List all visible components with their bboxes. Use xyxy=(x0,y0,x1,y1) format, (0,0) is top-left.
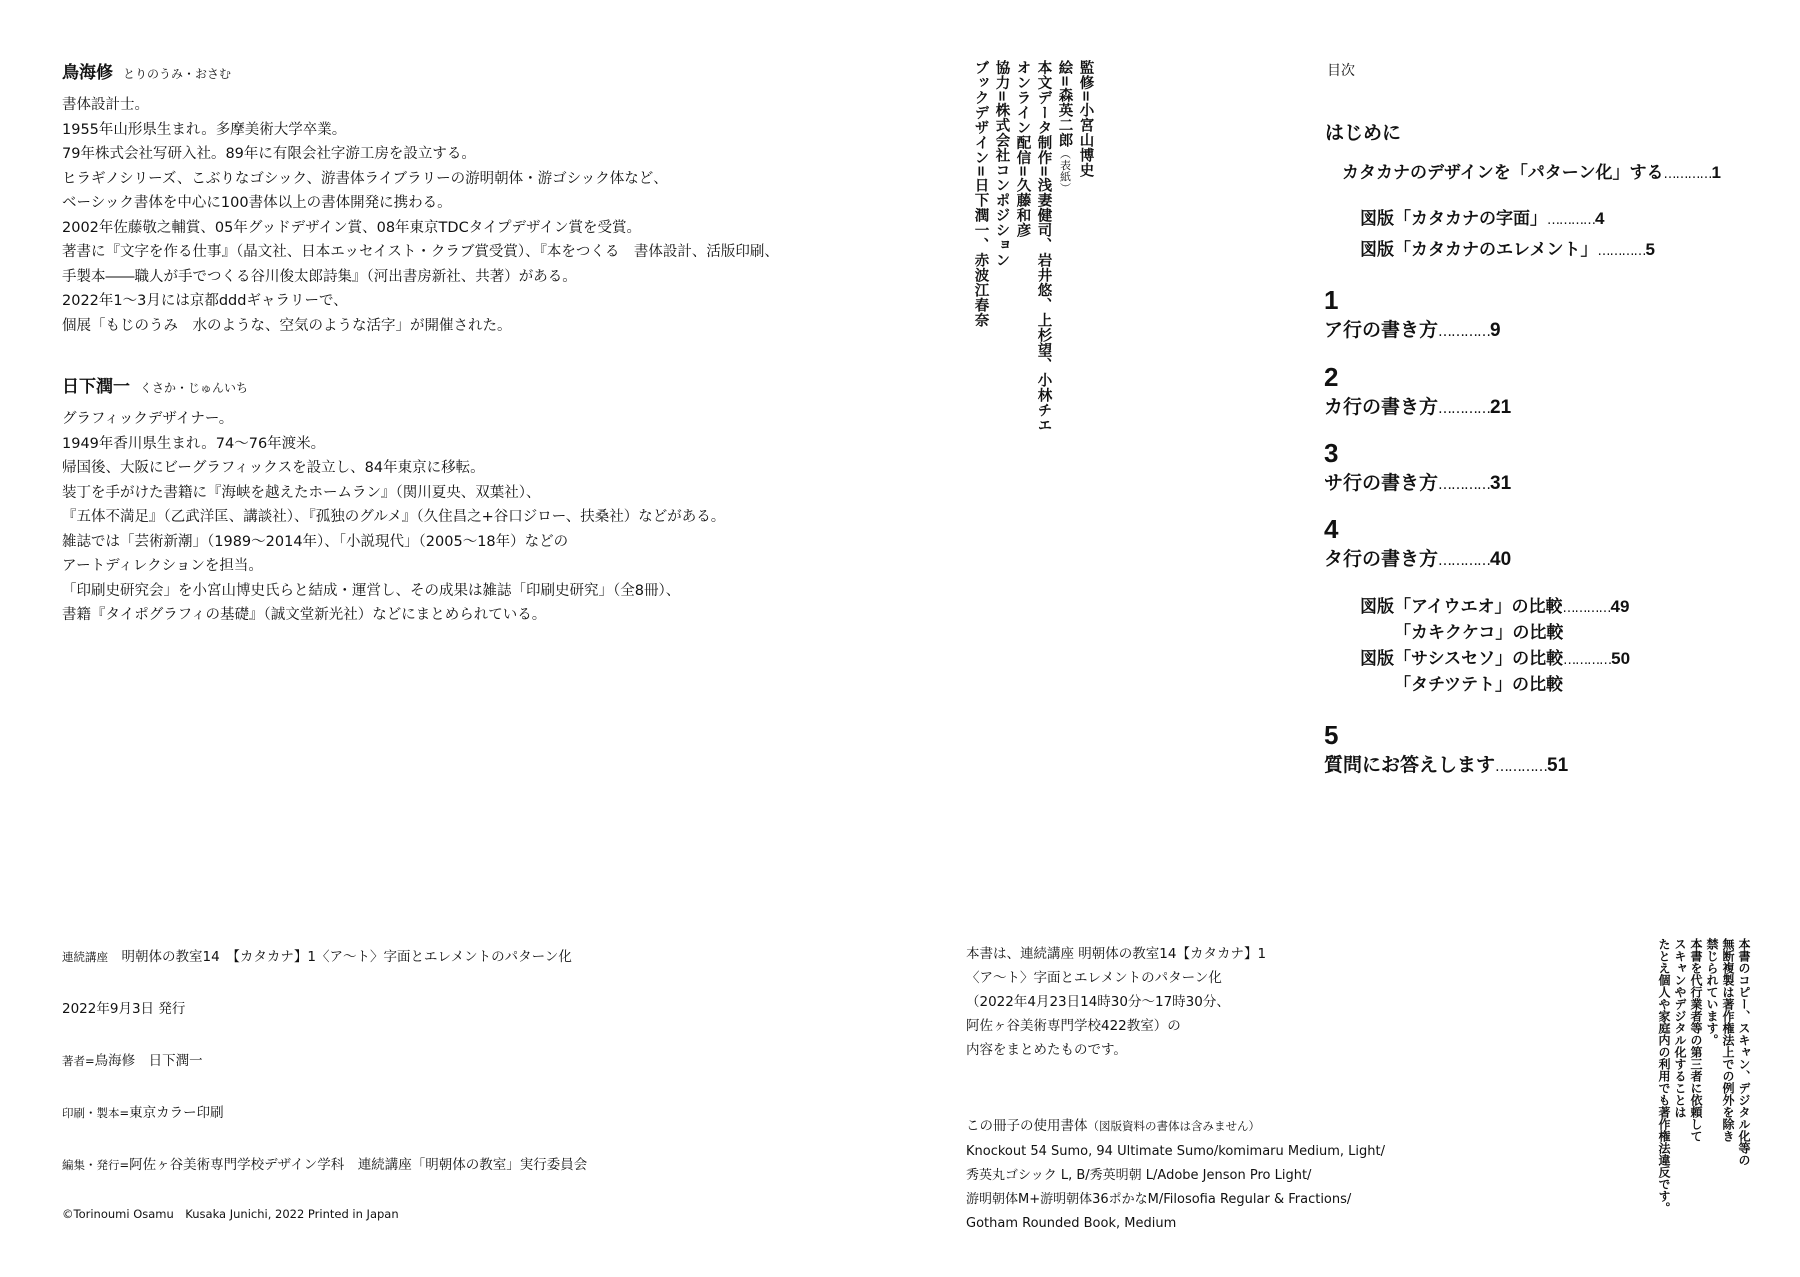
font-line: 游明朝体M+游明朝体36ポかなM/Filosofia Regular & Fractions/ xyxy=(966,1192,1352,1207)
leader-dots: ………… xyxy=(1438,401,1491,417)
bio-line: アートディレクションを担当。 xyxy=(62,558,263,574)
note-line: 内容をまとめたものです。 xyxy=(966,1042,1127,1058)
author-kana: くさか・じゅんいち xyxy=(140,381,249,395)
chapter-title: サ行の書き方 xyxy=(1324,472,1439,494)
bio-line: 2002年佐藤敬之輔賞、05年グッドデザイン賞、08年東京TDCタイプデザイン賞を受賞。 xyxy=(62,219,641,236)
authors-label: 著者= xyxy=(62,1054,95,1068)
leader-dots: ………… xyxy=(1562,601,1611,616)
toc-item-title: カタカナのデザインを「パターン化」する xyxy=(1342,163,1664,183)
chapter-number: 5 xyxy=(1324,720,1339,750)
chapter-title: 質問にお答えします xyxy=(1324,754,1496,776)
note-line: 本書は、連続講座 明朝体の教室14【カタカナ】1 xyxy=(966,946,1267,962)
copy-notice-3: 禁じられています。 xyxy=(1705,938,1719,1046)
bio-text xyxy=(62,93,779,338)
bio-torinoumi xyxy=(62,58,779,338)
toc-heading: 目次 xyxy=(1327,63,1355,79)
chapter-title-row xyxy=(1324,468,1511,495)
page-number: 51 xyxy=(1547,755,1569,776)
credit-online: オンライン配信=久藤和彦 xyxy=(1014,60,1031,238)
toc-intro[interactable]: はじめに xyxy=(1325,122,1402,144)
toc-item-title: 図版「カタカナのエレメント」 xyxy=(1360,240,1598,260)
authors-value: 鳥海修 日下潤一 xyxy=(94,1053,203,1069)
toc-plate-1[interactable] xyxy=(1360,204,1604,229)
credit-illustration-name: 絵=森英二郎 xyxy=(1056,60,1073,148)
leader-dots: ………… xyxy=(1547,213,1595,228)
credit-illustration xyxy=(1057,60,1072,194)
fonts-list xyxy=(966,1140,1385,1236)
chapter-title-row xyxy=(1324,315,1501,342)
bio-line: 著書に『文字を作る仕事』（晶文社、日本エッセイスト・クラブ賞受賞）、『本をつくる 書体設計、活版印刷、 xyxy=(62,244,779,260)
credit-data: 本文データ制作=浅妻健司、岩井悠、上杉望、小林チエ xyxy=(1035,60,1052,433)
toc-chapter-2[interactable] xyxy=(1324,364,1511,419)
toc-item-title: 図版「アイウエオ」の比較 xyxy=(1360,597,1563,617)
credit-cooperation: 協力=株式会社コンポジション xyxy=(993,60,1010,268)
page-number: 50 xyxy=(1611,649,1631,668)
chapter-number: 2 xyxy=(1324,362,1339,392)
chapter-title-row xyxy=(1324,392,1511,419)
toc-plate-3-sub: 「カキクケコ」の比較 xyxy=(1394,623,1564,643)
font-line: Gotham Rounded Book, Medium xyxy=(966,1216,1177,1231)
page-number: 5 xyxy=(1645,240,1655,259)
author-kana: とりのうみ・おさむ xyxy=(123,67,232,81)
leader-dots: ………… xyxy=(1563,653,1612,668)
bio-line: 雑誌では「芸術新潮」（1989〜2014年）、「小説現代」（2005〜18年）などの xyxy=(62,533,569,550)
series-label: 連続講座 xyxy=(62,950,108,964)
bio-line: 「印刷史研究会」を小宮山博史氏らと結成・運営し、その成果は雑誌「印刷史研究」（全8冊）、 xyxy=(62,582,681,599)
font-line: 秀英丸ゴシック L, B/秀英明朝 L/Adobe Jenson Pro Light/ xyxy=(966,1168,1312,1183)
colophon-authors xyxy=(62,1049,203,1069)
page-number: 31 xyxy=(1490,473,1512,494)
fonts-heading xyxy=(966,1114,1385,1134)
toc-plate-3[interactable] xyxy=(1360,595,1629,645)
credit-supervisor: 監修=小宮山博史 xyxy=(1077,60,1094,178)
colophon-title xyxy=(62,945,572,965)
fonts-heading-text: この冊子の使用書体 xyxy=(966,1118,1088,1134)
chapter-number: 3 xyxy=(1324,438,1339,468)
credit-design: ブックデザイン=日下潤一、赤波江春奈 xyxy=(972,60,989,328)
bio-line: 装丁を手がけた書籍に『海峡を越えたホームラン』（関川夏央、双葉社）、 xyxy=(62,484,541,501)
colophon-publisher xyxy=(62,1153,587,1173)
leader-dots: ………… xyxy=(1663,167,1712,182)
toc-intro-item[interactable] xyxy=(1342,158,1721,183)
note-line: 阿佐ヶ谷美術専門学校422教室）の xyxy=(966,1018,1181,1034)
toc-plate-4-line xyxy=(1360,647,1630,673)
bio-kusaka xyxy=(62,372,725,628)
toc-chapter-4[interactable] xyxy=(1324,516,1511,571)
leader-dots: ………… xyxy=(1597,244,1646,259)
page-number: 4 xyxy=(1595,209,1605,228)
toc-plate-4[interactable] xyxy=(1360,647,1630,697)
page-number: 9 xyxy=(1490,320,1501,341)
page-number: 1 xyxy=(1711,163,1721,182)
bio-line: 2022年1〜3月には京都dddギャラリーで、 xyxy=(62,293,348,309)
author-name: 日下潤一 xyxy=(62,377,130,397)
bio-name xyxy=(62,372,725,397)
leader-dots: ………… xyxy=(1438,324,1491,340)
colophon-copyright: ©Torinoumi Osamu Kusaka Junichi, 2022 Printed in Japan xyxy=(62,1207,399,1221)
font-line: Knockout 54 Sumo, 94 Ultimate Sumo/komimaru Medium, Light/ xyxy=(966,1144,1385,1159)
copy-notice-6: たとえ個人や家庭内の利用でも著作権法違反です。 xyxy=(1657,938,1671,1214)
colophon-date: 2022年9月3日 発行 xyxy=(62,1001,186,1017)
toc-plate-3-line xyxy=(1360,595,1629,621)
fonts-heading-note: （図版資料の書体は含みません） xyxy=(1087,1119,1260,1133)
author-name: 鳥海修 xyxy=(62,63,113,83)
credit-illustration-note: （表紙） xyxy=(1058,147,1072,194)
copy-notice-5: スキャンやデジタル化することは xyxy=(1673,938,1687,1118)
bio-line: 書体設計士。 xyxy=(62,97,149,113)
publisher-label: 編集・発行= xyxy=(62,1158,130,1172)
bio-line: 79年株式会社写研入社。89年に有限会社字游工房を設立する。 xyxy=(62,146,476,162)
chapter-title: カ行の書き方 xyxy=(1324,396,1439,418)
toc-item-title: 図版「カタカナの字面」 xyxy=(1360,209,1547,229)
bio-name xyxy=(62,58,779,83)
lecture-note xyxy=(966,942,1266,1062)
bio-line: ヒラギノシリーズ、こぶりなゴシック、游書体ライブラリーの游明朝体・游ゴシック体など、 xyxy=(62,170,668,187)
leader-dots: ………… xyxy=(1495,759,1548,775)
toc-plate-4-sub: 「タチツテト」の比較 xyxy=(1394,675,1563,695)
chapter-number: 4 xyxy=(1324,514,1339,544)
toc-chapter-3[interactable] xyxy=(1324,440,1511,495)
chapter-title: タ行の書き方 xyxy=(1324,548,1439,570)
copy-notice-4: 本書を代行業者等の第三者に依頼して xyxy=(1689,938,1703,1142)
toc-chapter-5[interactable] xyxy=(1324,722,1568,777)
copy-notice-1: 本書のコピー、スキャン、デジタル化等の xyxy=(1737,938,1751,1166)
bio-line: ベーシック書体を中心に100書体以上の書体開発に携わる。 xyxy=(62,195,452,211)
colophon-printing xyxy=(62,1101,224,1121)
bio-line: 1949年香川県生まれ。74〜76年渡米。 xyxy=(62,435,326,452)
note-line: （2022年4月23日14時30分〜17時30分、 xyxy=(966,994,1230,1010)
bio-line: 『五体不満足』（乙武洋匡、講談社）、『孤独のグルメ』（久住昌之+谷口ジロー、扶桑社）などがある。 xyxy=(62,509,726,525)
bio-line: 書籍『タイポグラフィの基礎』（誠文堂新光社）などにまとめられている。 xyxy=(62,607,547,623)
bio-line: 帰国後、大阪にビーグラフィックスを設立し、84年東京に移転。 xyxy=(62,460,485,476)
page-number: 21 xyxy=(1490,397,1512,418)
toc-chapter-1[interactable] xyxy=(1324,287,1501,342)
note-line: 〈ア〜ト〉字面とエレメントのパターン化 xyxy=(966,970,1222,986)
page-number: 49 xyxy=(1610,597,1630,616)
bio-line: 1955年山形県生まれ。多摩美術大学卒業。 xyxy=(62,121,347,138)
bio-line: グラフィックデザイナー。 xyxy=(62,411,234,427)
bio-line: 手製本――職人が手でつくる谷川俊太郎詩集』（河出書房新社、共著）がある。 xyxy=(62,268,577,285)
printing-label: 印刷・製本= xyxy=(62,1106,130,1120)
page-number: 40 xyxy=(1490,549,1512,570)
chapter-title-row xyxy=(1324,750,1568,777)
chapter-title-row xyxy=(1324,544,1511,571)
fonts-used xyxy=(966,1114,1385,1236)
series-title: 明朝体の教室14 【カタカナ】1〈ア〜ト〉字面とエレメントのパターン化 xyxy=(121,949,572,965)
toc-item-title: 図版「サシスセソ」の比較 xyxy=(1360,649,1564,669)
toc-plate-2[interactable] xyxy=(1360,235,1655,260)
bio-text xyxy=(62,407,725,628)
copy-notice-2: 無断複製は著作権法上での例外を除き xyxy=(1721,938,1735,1142)
leader-dots: ………… xyxy=(1438,553,1491,569)
printing-value: 東京カラー印刷 xyxy=(129,1105,224,1121)
bio-line: 個展「もじのうみ 水のような、空気のような活字」が開催された。 xyxy=(62,317,512,334)
publisher-value: 阿佐ヶ谷美術専門学校デザイン学科 連続講座「明朝体の教室」実行委員会 xyxy=(129,1157,588,1173)
chapter-number: 1 xyxy=(1324,285,1339,315)
leader-dots: ………… xyxy=(1438,477,1491,493)
chapter-title: ア行の書き方 xyxy=(1324,319,1439,341)
